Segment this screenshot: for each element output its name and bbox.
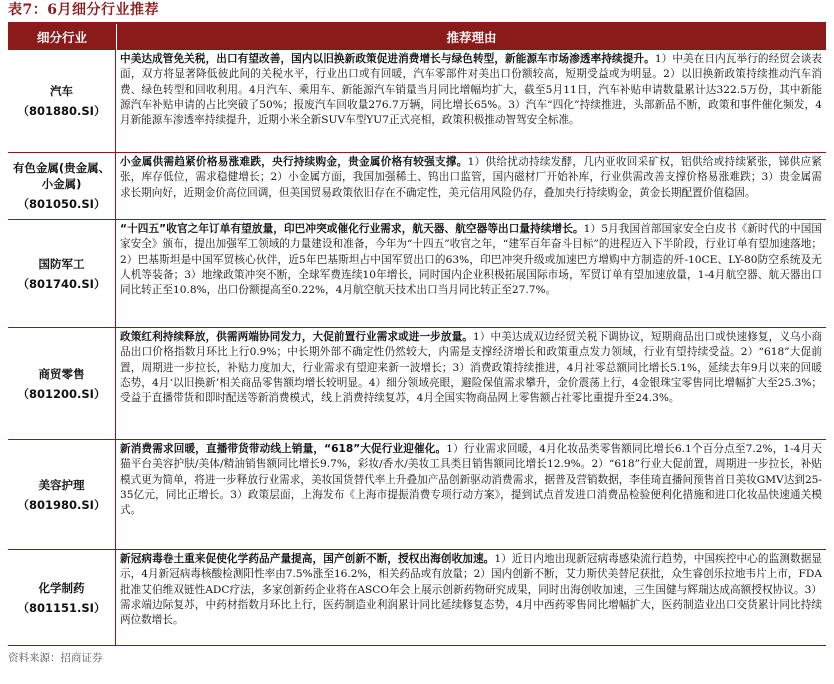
header-reason: 推荐理由	[446, 30, 497, 45]
table-row	[8, 153, 826, 220]
industry-name: 有色金属(贵金属、小金属)	[12, 161, 111, 191]
reason-lead: 新消费需求回暖，直播带货带动线上销量，“618”大促行业迎催化。	[120, 443, 447, 455]
reason-cell	[116, 328, 826, 439]
reason-lead: 新冠病毒卷土重来促使化学药品产量提高，国产创新不断，授权出海创收加速。	[120, 553, 495, 565]
industry-name: 美容护理	[38, 477, 85, 492]
industry-name: 化学制药	[38, 580, 85, 595]
industry-cell	[8, 440, 116, 549]
industry-code: （801880.SI）	[17, 104, 106, 118]
table-row	[8, 328, 826, 440]
reason-body: 1）中美达成双边经贸关税下调协议，短期商品出口或快速修复，义乌小商品出口价格指数月环比上行0.9%；中长期外部不确定性仍然较大，内需是支撑经济增长和政策重点发力领域，行业有望持续受益。2）“618”大促前置，周期进一步拉长，补贴力度加大，行业需求有望迎来新一波增长；3）消费政策持续推进，4月社零总额同比增长5.1%，延续去年9月以来的回暖态势，4月‘以旧换新’相关商品零售额均增长较明显。4）细分领域亮眼，避险保值需求攀升，金价震荡上行，4金银珠宝零售同比增幅扩大至25.3%；受益于直播带货和即时配送等新消费模式，线上消费持续复苏，4月全国实物商品网上零售额占社零比重提升至24.3%。	[120, 331, 822, 405]
industry-name: 商贸零售	[38, 366, 85, 381]
header-industry: 细分行业	[8, 24, 117, 50]
reason-lead: 政策红利持续释放，供需两端协同发力，大促前置行业需求或进一步放量。	[120, 331, 473, 343]
industry-code: （801151.SI）	[17, 600, 106, 615]
reason-cell	[116, 550, 826, 645]
reason-lead: 小金属供需趋紧价格易涨难跌，央行持续购金，贵金属价格有较强支撑。	[120, 156, 468, 168]
reason-cell	[116, 440, 826, 549]
industry-cell	[8, 328, 116, 439]
reason-body: 1）行业需求回暖，4月化妆品类零售额同比增长6.1个百分点至7.2%，1-4月天猫平台美容护肤/美体/精油销售额同比增长9.7%，彩妆/香水/美妆工具类目销售额同比增长12.9%。2）“618”行业大促前置，周期进一步拉长，补贴模式更为简单，将进一步释放行业需求，美妆国货替代率上升叠加产品创新驱动消费需求，据普及营销数据，李佳琦直播间预售首日美妆GMV达到25-35亿元，同比正增长。3）政策层面，上海发布《上海市提振消费专项行动方案》，提到试点首发进口消费品检验便利化措施和进口化妆品快速通关模式。	[120, 443, 822, 517]
reason-lead: “十四五”收官之年订单有望放量，印巴冲突或催化行业需求，航天器、航空器等出口量持续增长。	[120, 223, 584, 235]
reason-body: 1）5月我国首部国家安全白皮书《新时代的中国国家安全》颁布，提出加强军工领域的力量建设和准备，今年为“十四五”收官之年，“建军百年奋斗目标”的进程迈入下半阶段，行业订单有望加速落地；2）巴基斯坦是中国军贸核心伙伴，近5年巴基斯坦占中国军贸出口的63%，印巴冲突升级或加速巴方增购中方制造的歼-10CE、LY-80防空系统及无人机等装备；3）地缘政策冲突不断，全球军费连续10年增长，同时国内企业积极拓展国际市场，军贸订单有望加速放量，1-4月航空器、航天器出口同比转正至10.8%，出口份额提高至0.22%，4月航空航天技术出口当月同比转正至27.7%。	[120, 223, 822, 297]
industry-code: （801980.SI）	[17, 497, 106, 512]
industry-cell	[8, 220, 116, 327]
reason-body: 1）中美在日内瓦举行的经贸会谈表面，双方将显著降低彼此间的关税水平，行业出口或有回暖，汽车零部件对美出口份额较高，短期受益或为明显。2）以旧换新政策持续推动汽车消费、绿色转型和回收利用。4月汽车、乘用车、新能源汽车销量当月同比增幅均扩大，截至5月11日，汽车补贴申请数量累计达322.5万份，其中新能源汽车补贴申请的占比突破了50%；报废汽车回收量276.7万辆，同比增长65%。3）汽车“四化”持续推进，头部新品不断，政策和事件催化频发，4月新能源车渗透率持续提升，近期小米全新SUV车型YU7正式亮相，政策积极推动智驾安全标准。	[120, 53, 822, 127]
table-caption: 表7：6月细分行业推荐	[8, 2, 159, 18]
industry-name: 国防军工	[38, 256, 85, 271]
table-row	[8, 50, 826, 153]
industry-code: （801050.SI）	[17, 197, 106, 211]
table-header	[8, 24, 826, 50]
reason-body: 1）近日内地出现新冠病毒感染流行趋势，中国疾控中心的监测数据显示，4月新冠病毒核酸检测阳性率由7.5%涨至16.2%，相关药品或有放量；2）国内创新不断，艾力斯伏美替尼获批，众生睿创乐拉地韦片上市，FDA批准艾伯维双链性ADC疗法，多家创新药企业将在ASCO年会上展示创新药物研究成果，同时出海创收加速，三生国健与辉瑞达成高额授权协议。3）需求端边际复苏，中药材指数月环比上行，医药制造业利润累计同比延续修复态势，4月中西药零售同比增幅扩大，医药制造业出口交货累计同比持续两位数增长。	[120, 553, 822, 627]
industry-cell	[8, 50, 116, 152]
reason-cell	[116, 50, 826, 152]
recommendation-table	[8, 22, 826, 646]
source-note: 资料来源：招商证券	[8, 652, 103, 664]
reason-cell	[116, 220, 826, 327]
industry-code: （801740.SI）	[17, 276, 106, 291]
reason-body: 1）供给扰动持续发酵，几内亚收回采矿权，铝供给或持续紧张，锑供应紧张，库存低位，需求稳健增长；2）小金属方面，我国加强稀土、钨出口监管，国内磁材厂开始补库，行业供需改善支撑价格易涨难跌；3）贵金属需求长期向好，近期金价高位回调，但美国贸易政策依旧存在不确定性，美元信用风险仍存，叠加央行持续购金，黄金长期配置价值稳固。	[120, 156, 822, 199]
industry-cell	[8, 153, 116, 219]
table-row	[8, 550, 826, 646]
industry-name: 汽车	[50, 84, 73, 98]
table-row	[8, 440, 826, 550]
industry-cell	[8, 550, 116, 645]
table-row	[8, 220, 826, 328]
reason-lead: 中美达成管免关税，出口有望改善，国内以旧换新政策促进消费增长与绿色转型，新能源车市场渗透率持续提升。	[120, 53, 655, 65]
reason-cell	[116, 153, 826, 219]
industry-code: （801200.SI）	[17, 386, 106, 401]
